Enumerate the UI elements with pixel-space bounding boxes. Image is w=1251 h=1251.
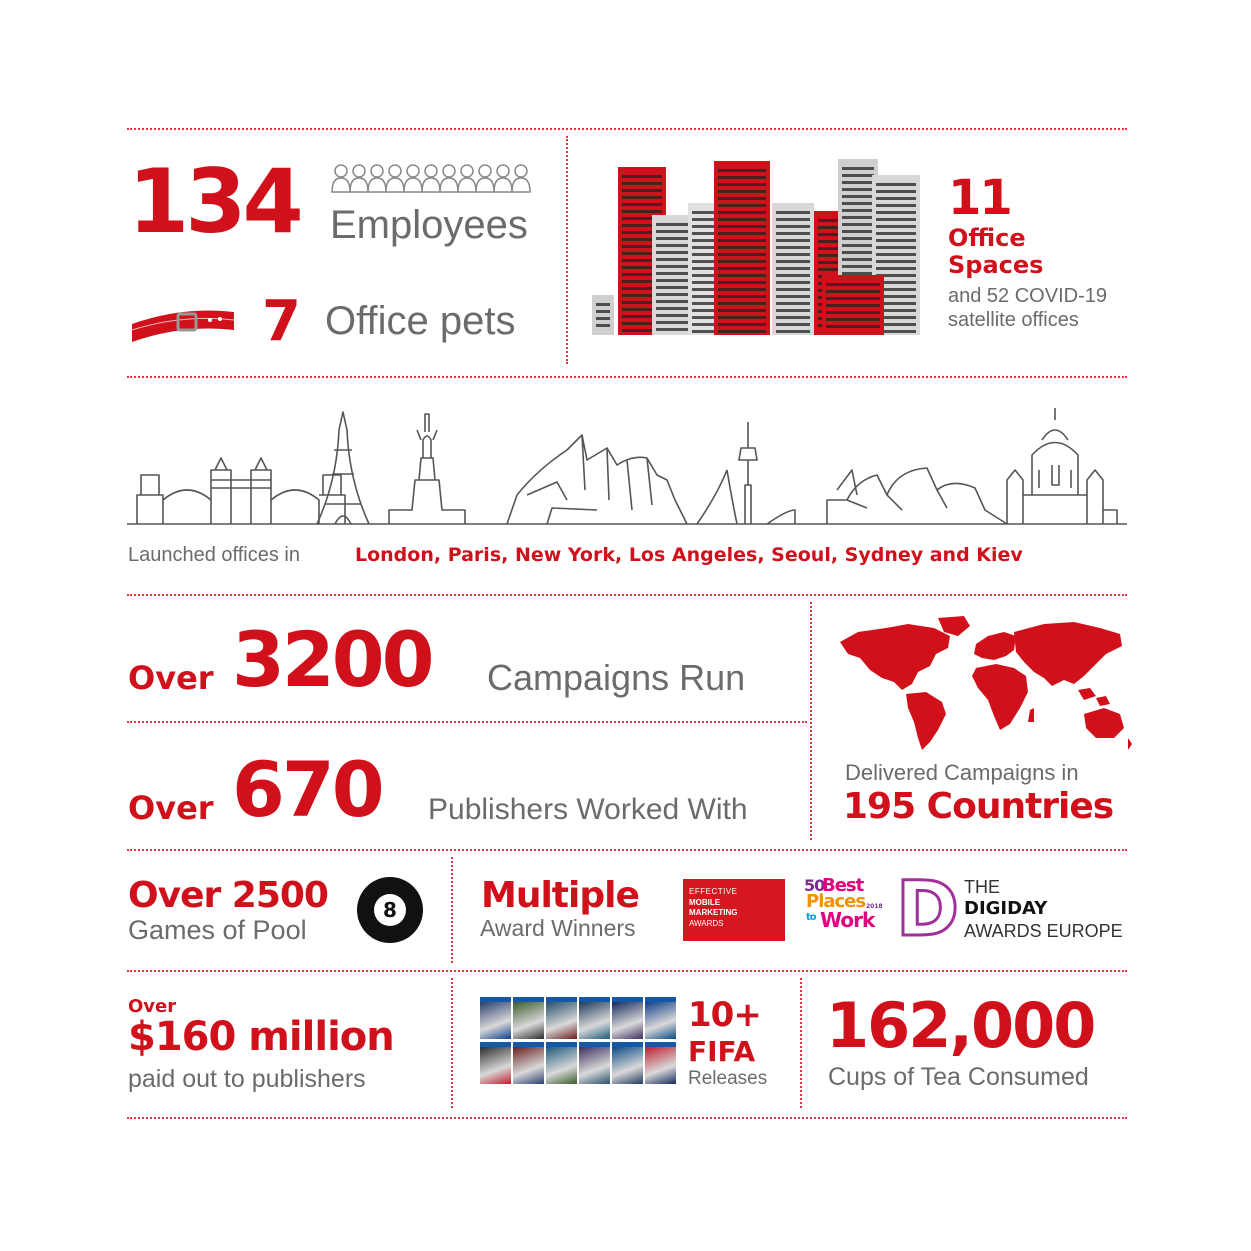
fifa-label-1: FIFA [688, 1035, 756, 1068]
best-l3: Places [806, 891, 866, 912]
digiday-line-3: AWARDS EUROPE [964, 921, 1123, 941]
fifa-cover [579, 997, 610, 1039]
fifa-cover [480, 997, 511, 1039]
cities-prefix: Launched offices in [128, 544, 300, 566]
publishers-count: 670 [232, 745, 382, 834]
offices-label-1: Office [948, 224, 1026, 252]
fifa-cover [480, 1042, 511, 1084]
separator-4 [127, 721, 807, 723]
collar-icon [128, 302, 238, 342]
city-skyline-illustration [127, 400, 1127, 530]
pool-ball-icon [357, 877, 423, 943]
campaigns-label: Campaigns Run [487, 657, 746, 698]
publishers-prefix: Over [128, 789, 214, 827]
pets-label: Office pets [325, 299, 516, 343]
separator-v2 [810, 602, 812, 840]
fifa-cover [546, 1042, 577, 1084]
employees-label: Employees [330, 203, 528, 247]
fifa-cover [645, 997, 676, 1039]
awards-subtitle: Award Winners [480, 915, 636, 941]
digiday-logo-icon: D [896, 864, 960, 953]
pool-count: Over 2500 [128, 875, 328, 916]
fifa-cover [645, 1042, 676, 1084]
fifa-count: 10+ [688, 995, 761, 1035]
pool-label: Games of Pool [128, 915, 307, 945]
offices-sub-2: satellite offices [948, 309, 1079, 331]
mma-line-3: MARKETING [689, 908, 738, 917]
separator-bottom [127, 1117, 1127, 1119]
separator-top [127, 128, 1127, 130]
people-icon [333, 163, 538, 193]
mma-line-2: MOBILE [689, 898, 721, 907]
best-l5: Work [820, 908, 875, 932]
best-places-award-logo [804, 877, 884, 937]
separator-2 [127, 376, 1127, 378]
mma-award-logo [683, 879, 785, 941]
tea-count: 162,000 [826, 989, 1095, 1062]
best-l1: 50 [804, 876, 825, 895]
tea-label: Cups of Tea Consumed [828, 1063, 1089, 1091]
pool-ball-number: 8 [374, 894, 406, 926]
employees-count: 134 [128, 150, 300, 253]
offices-sub-1: and 52 COVID-19 [948, 285, 1107, 307]
separator-v1 [566, 136, 568, 364]
offices-label-2: Spaces [948, 251, 1044, 279]
separator-3 [127, 594, 1127, 596]
separator-v5 [800, 978, 802, 1108]
offices-count: 11 [948, 170, 1011, 226]
best-year: 2018 [866, 903, 883, 910]
campaigns-count: 3200 [232, 615, 432, 704]
payout-label: paid out to publishers [128, 1065, 366, 1093]
separator-v4 [451, 978, 453, 1108]
fifa-cover [579, 1042, 610, 1084]
countries-label: Delivered Campaigns in [845, 760, 1079, 785]
countries-count: 195 Countries [843, 786, 1114, 827]
payout-amount: $160 million [128, 1014, 394, 1060]
mma-line-1: EFFECTIVE [689, 887, 738, 896]
separator-5 [127, 849, 1127, 851]
campaigns-prefix: Over [128, 659, 214, 697]
publishers-label: Publishers Worked With [428, 793, 748, 826]
cities-list: London, Paris, New York, Los Angeles, Seoul, Sydney and Kiev [355, 544, 1023, 566]
fifa-cover [513, 1042, 544, 1084]
fifa-cover [612, 997, 643, 1039]
payout-prefix: Over [128, 996, 177, 1017]
world-map-illustration [838, 614, 1128, 754]
fifa-cover [513, 997, 544, 1039]
separator-6 [127, 970, 1127, 972]
digiday-line-1: THE [964, 877, 1000, 897]
best-l2: Best [822, 875, 864, 896]
best-l4: to [806, 912, 816, 923]
fifa-cover [612, 1042, 643, 1084]
fifa-label-2: Releases [688, 1068, 768, 1089]
digiday-line-2: DIGIDAY [964, 898, 1048, 919]
pets-count: 7 [262, 289, 299, 354]
fifa-cover [546, 997, 577, 1039]
separator-v3 [451, 857, 453, 963]
mma-line-4: AWARDS [689, 919, 724, 928]
fifa-covers-grid [480, 997, 676, 1085]
office-buildings-illustration [592, 155, 932, 345]
awards-title: Multiple [481, 875, 639, 916]
